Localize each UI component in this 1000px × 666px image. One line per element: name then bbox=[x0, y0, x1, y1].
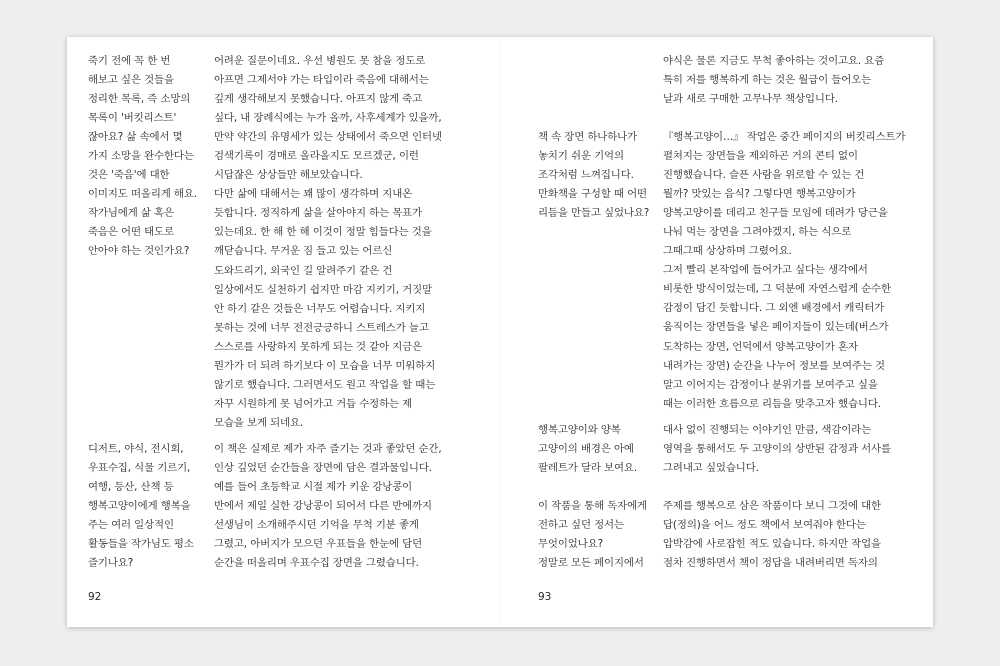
text-line: 고양이의 배경은 아예 bbox=[538, 443, 634, 456]
text-line: 말고 이어지는 감정이나 분위기를 보여주고 싶을 bbox=[663, 378, 878, 391]
text-line: 도착하는 장면, 언덕에서 양복고양이가 혼자 bbox=[663, 340, 858, 353]
text-line: 이 책은 실제로 제가 자주 즐기는 것과 좋았던 순간, bbox=[214, 443, 442, 455]
text-line: 반에서 제일 실한 강낭콩이 되어서 다른 반에까지 bbox=[214, 500, 432, 513]
answer-continuation bbox=[663, 52, 884, 109]
page-number-right: 93 bbox=[538, 591, 552, 603]
answer-block bbox=[214, 440, 442, 573]
text-line: 특히 저를 행복하게 하는 것은 월급이 들어오는 bbox=[663, 74, 872, 87]
answer-block bbox=[663, 128, 905, 414]
text-line: 디저트, 야식, 전시회, bbox=[88, 443, 184, 455]
text-line: 안아야 하는 것인가요? bbox=[88, 245, 190, 258]
text-line: 이 작품을 통해 독자에게 bbox=[538, 500, 647, 512]
text-line: 그저 빨리 본작업에 들어가고 싶다는 생각에서 bbox=[663, 264, 868, 277]
text-line: 『행복고양이…』 작업은 중간 페이지의 버킷리스트가 bbox=[663, 131, 906, 143]
text-line: 잖아요? 삶 속에서 몇 bbox=[88, 131, 183, 144]
text-line: 즐기나요? bbox=[88, 557, 134, 570]
text-line: 점차 진행하면서 책이 정답을 내려버리면 독자의 bbox=[663, 557, 878, 570]
text-line: 양복고양이를 데리고 친구들 모임에 데려가 당근을 bbox=[663, 207, 888, 220]
text-line: 내려가는 장면) 순간을 나누어 정보를 보여주는 것 bbox=[663, 359, 885, 372]
text-line: 인상 깊었던 순간들을 장면에 담은 결과물입니다. bbox=[214, 462, 432, 475]
text-line: 그때그때 상상하며 그렸어요. bbox=[663, 245, 792, 258]
text-line: 스스로를 사랑하지 못하게 되는 것 같아 지금은 bbox=[214, 340, 423, 353]
text-line: 안 하기 같은 것들은 너무도 어렵습니다. 지키지 bbox=[214, 302, 426, 315]
text-line: 싶다, 내 장례식에는 누가 올까, 사후세계가 있을까, bbox=[214, 112, 442, 125]
text-line: 해보고 싶은 것들을 bbox=[88, 74, 174, 87]
text-line: 움직이는 장면들을 넣은 페이지들이 있는데(버스가 bbox=[663, 321, 889, 334]
text-line: 것은 '죽음'에 대한 bbox=[88, 169, 170, 182]
text-line: 예를 들어 초등학교 시절 제가 키운 강낭콩이 bbox=[214, 481, 413, 494]
text-line: 못하는 것에 너무 전전긍긍하니 스트레스가 늘고 bbox=[214, 321, 429, 334]
text-line: 영역을 통해서도 두 고양이의 상반된 감정과 서사를 bbox=[663, 443, 891, 456]
question-block bbox=[538, 497, 647, 573]
text-line: 날과 새로 구매한 고무나무 책상입니다. bbox=[663, 93, 839, 106]
text-line: 깨닫습니다. 무거운 짐 들고 있는 어르신 bbox=[214, 245, 393, 258]
text-line: 깊게 생각해보지 못했습니다. 아프지 않게 죽고 bbox=[214, 93, 423, 106]
text-line: 모습을 보게 되네요. bbox=[214, 416, 304, 429]
text-line: 주는 여러 일상적인 bbox=[88, 519, 174, 532]
answer-block bbox=[663, 497, 881, 573]
question-block bbox=[88, 440, 194, 573]
page-number-left: 92 bbox=[88, 591, 102, 603]
text-line: 만약 약간의 유명세가 있는 상태에서 죽으면 인터넷 bbox=[214, 131, 442, 144]
text-line: 행복고양이에게 행복을 bbox=[88, 500, 191, 513]
text-line: 검색기록이 경매로 올라올지도 모르겠군, 이런 bbox=[214, 150, 419, 163]
book-gutter bbox=[500, 37, 501, 627]
text-line: 자꾸 시원하게 못 넘어가고 거듭 수정하는 제 bbox=[214, 397, 413, 410]
text-line: 야식은 물론 지금도 무척 좋아하는 것이고요. 요즘 bbox=[663, 55, 885, 67]
text-line: 가지 소망을 완수한다는 bbox=[88, 150, 194, 163]
text-line: 듯합니다. 정직하게 삶을 살아야지 하는 목표가 bbox=[214, 207, 423, 220]
text-line: 정말로 모든 페이지에서 bbox=[538, 557, 644, 570]
text-line: 순간을 떠올리며 우표수집 장면을 그렸습니다. bbox=[214, 557, 419, 570]
text-line: 않기로 했습니다. 그러면서도 원고 작업을 할 때는 bbox=[214, 378, 436, 391]
text-line: 그려내고 싶었습니다. bbox=[663, 462, 759, 475]
question-block bbox=[538, 128, 649, 223]
text-line: 책 속 장면 하나하나가 bbox=[538, 131, 638, 143]
text-line: 정리한 목록, 즉 소망의 bbox=[88, 93, 191, 106]
text-line: 때는 이러한 흐름으로 리듬을 맞추고자 했습니다. bbox=[663, 397, 881, 410]
text-line: 시답잖은 상상들만 해보았습니다. bbox=[214, 169, 363, 182]
text-line: 이미지도 떠올리게 해요. bbox=[88, 188, 197, 201]
answer-block bbox=[214, 52, 442, 433]
text-line: 도와드리기, 외국인 길 알려주기 같은 건 bbox=[214, 264, 393, 277]
text-line: 뭔가가 더 되려 하기보다 이 모습을 너무 미워하지 bbox=[214, 359, 436, 372]
text-line: 활동들을 작가님도 평소 bbox=[88, 538, 194, 551]
text-line: 나눠 먹는 장면을 그려야겠지, 하는 식으로 bbox=[663, 226, 852, 239]
answer-block bbox=[663, 421, 891, 478]
text-line: 리듬을 만들고 싶었나요? bbox=[538, 207, 650, 220]
text-line: 어려운 질문이네요. 우선 병원도 못 참을 정도로 bbox=[214, 55, 426, 67]
text-line: 대사 없이 진행되는 이야기인 만큼, 색감이라는 bbox=[663, 424, 872, 436]
text-line: 여행, 등산, 산책 등 bbox=[88, 481, 174, 494]
text-line: 놓치기 쉬운 기억의 bbox=[538, 150, 624, 163]
text-line: 우표수집, 식물 기르기, bbox=[88, 462, 191, 475]
question-block bbox=[538, 421, 637, 478]
text-line: 주제를 행복으로 삼은 작품이다 보니 그것에 대한 bbox=[663, 500, 881, 512]
text-line: 감정이 담긴 듯합니다. 그 외엔 배경에서 캐릭터가 bbox=[663, 302, 885, 315]
book-spread bbox=[67, 37, 933, 627]
text-line: 죽음은 어떤 태도로 bbox=[88, 226, 174, 239]
text-line: 무엇이었나요? bbox=[538, 538, 604, 551]
text-line: 목록이 '버킷리스트' bbox=[88, 112, 177, 125]
text-line: 그렸고, 아버지가 모으던 우표들을 한눈에 담던 bbox=[214, 538, 423, 551]
text-line: 다만 삶에 대해서는 꽤 많이 생각하며 지내온 bbox=[214, 188, 413, 201]
text-line: 진행했습니다. 슬픈 사람을 위로할 수 있는 건 bbox=[663, 169, 865, 182]
text-line: 선생님이 소개해주시던 기억을 무척 기분 좋게 bbox=[214, 519, 419, 532]
text-line: 뭘까? 맛있는 음식? 그렇다면 행복고양이가 bbox=[663, 188, 856, 201]
text-line: 행복고양이와 양복 bbox=[538, 424, 621, 436]
text-line: 일상에서도 실천하기 쉽지만 마감 지키기, 거짓말 bbox=[214, 283, 432, 296]
text-line: 팔레트가 달라 보여요. bbox=[538, 462, 638, 475]
text-line: 아프면 그제서야 가는 타입이라 죽음에 대해서는 bbox=[214, 74, 429, 87]
question-block bbox=[88, 52, 197, 262]
text-line: 작가님에게 삶 혹은 bbox=[88, 207, 174, 220]
text-line: 압박감에 사로잡힌 적도 있습니다. 하지만 작업을 bbox=[663, 538, 881, 551]
text-line: 펼쳐지는 장면들을 제외하곤 거의 콘티 없이 bbox=[663, 150, 858, 163]
text-line: 조각처럼 느껴집니다. bbox=[538, 169, 634, 182]
text-line: 있는데요. 한 해 한 해 이것이 정말 힘들다는 것을 bbox=[214, 226, 432, 239]
text-line: 답(정의)을 어느 정도 책에서 보여줘야 한다는 bbox=[663, 519, 866, 532]
text-line: 비롯한 방식이었는데, 그 덕분에 자연스럽게 순수한 bbox=[663, 283, 891, 296]
text-line: 전하고 싶던 정서는 bbox=[538, 519, 624, 532]
text-line: 만화책을 구성할 때 어떤 bbox=[538, 188, 647, 201]
text-line: 죽기 전에 꼭 한 번 bbox=[88, 55, 171, 67]
